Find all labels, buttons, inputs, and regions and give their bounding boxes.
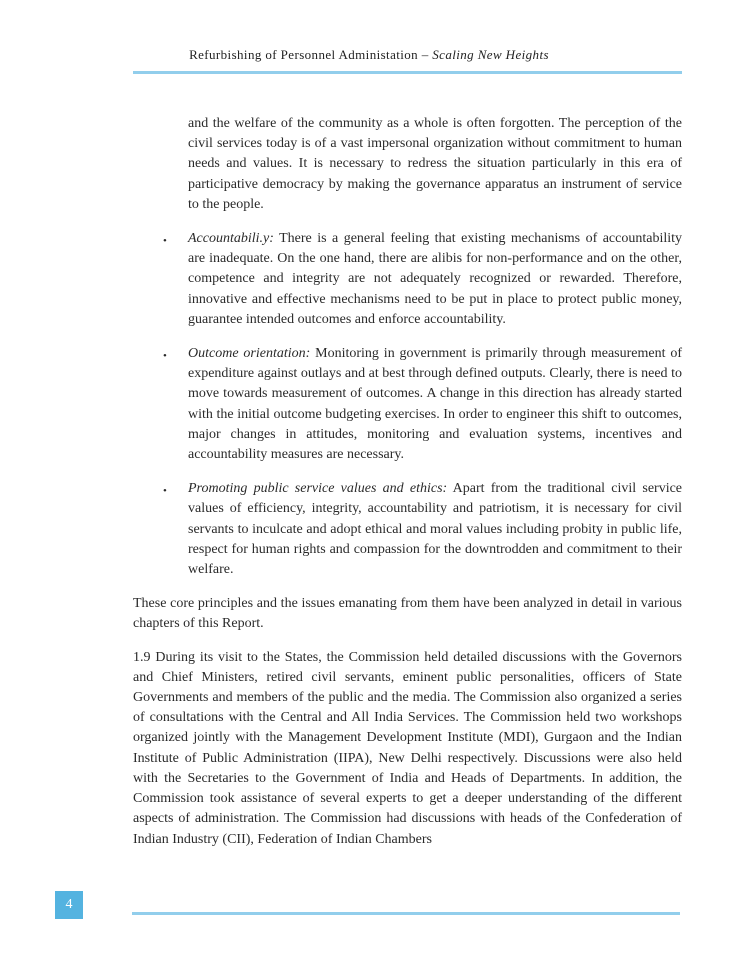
bullet-body-text: There is a general feeling that existing mechanisms of accountability are inadequate. On the one hand, there are alibis for non-performance and on the other, competence and integrity are not adequately recognized or rewarded. Therefore, innovative and effective mechanisms need to be put in place to protect public money, guarantee intended outcomes and enforce accountability. xyxy=(188,231,682,327)
bullet-icon: • xyxy=(163,235,167,248)
intro-paragraph: and the welfare of the community as a whole is often forgotten. The perception of the civil services today is of a vast impersonal organization without commitment to human needs and values. It is necessary to redress the situation particularly in this era of participative democracy by making the governance apparatus an instrument of service to the people. xyxy=(188,116,682,212)
bullet-icon: • xyxy=(163,485,167,498)
page-number-badge xyxy=(55,891,83,919)
bullet-lead: Outcome orientation: xyxy=(188,346,311,362)
bullet-body-text: Apart from the traditional civil service values of efficiency, integrity, accountability and patriotism, it is necessary for civil servants to inculcate and adopt ethical and moral values including probity in public life, respect for human rights and compassion for the downtrodden and commitment to their welfare. xyxy=(188,481,683,578)
bullet-icon: • xyxy=(163,350,167,363)
bullet-lead: Accountabili.y: xyxy=(188,231,274,247)
bullet-body-text: Monitoring in government is primarily through measurement of expenditure against outlays and at best through defined outputs. Clearly, there is need to move towards measurement of outcomes. A change in this direction has already started with the initial outcome budgeting exercises. In order to engineer this shift to outcomes, major changes in attitudes, monitoring and evaluation systems, incentives and accountability measures are necessary. xyxy=(188,346,683,463)
bullet-item-public-service-values xyxy=(163,479,682,580)
bullet-text xyxy=(188,344,682,465)
header-divider-rule xyxy=(133,71,682,74)
core-principles-paragraph: These core principles and the issues emanating from them have been analyzed in detail in various chapters of this Report. xyxy=(133,596,682,632)
bullet-item-accountability xyxy=(163,229,682,330)
header-title-regular: Refurbishing of Personnel Administation – xyxy=(189,47,433,62)
page-number: 4 xyxy=(65,897,73,912)
paragraph-1-9: 1.9 During its visit to the States, the Commission held detailed discussions with the Governors and Chief Ministers, retired civil servants, eminent public personalities, officers of State Governments and members of the public and the media. The Commission also organized a series of consultations with the Central and All India Services. The Commission held two workshops organized jointly with the Management Development Institute (MDI), Gurgaon and the Indian Institute of Public Administration (IIPA), New Delhi respectively. Discussions were also held with the Secretaries to the Government of India and Heads of Departments. In addition, the Commission took assistance of several experts to get a deeper understanding of the different aspects of administration. The Commission had discussions with heads of the Confederation of Indian Industry (CII), Federation of Indian Chambers xyxy=(133,649,682,847)
body-content xyxy=(133,114,682,850)
running-header xyxy=(0,47,738,63)
bullet-text xyxy=(188,479,682,580)
bullet-item-outcome-orientation xyxy=(163,344,682,465)
header-title-italic: Scaling New Heights xyxy=(432,47,549,62)
bullet-lead: Promoting public service values and ethics: xyxy=(188,481,448,497)
footer-divider-rule xyxy=(132,912,680,915)
bullet-text xyxy=(188,229,682,330)
